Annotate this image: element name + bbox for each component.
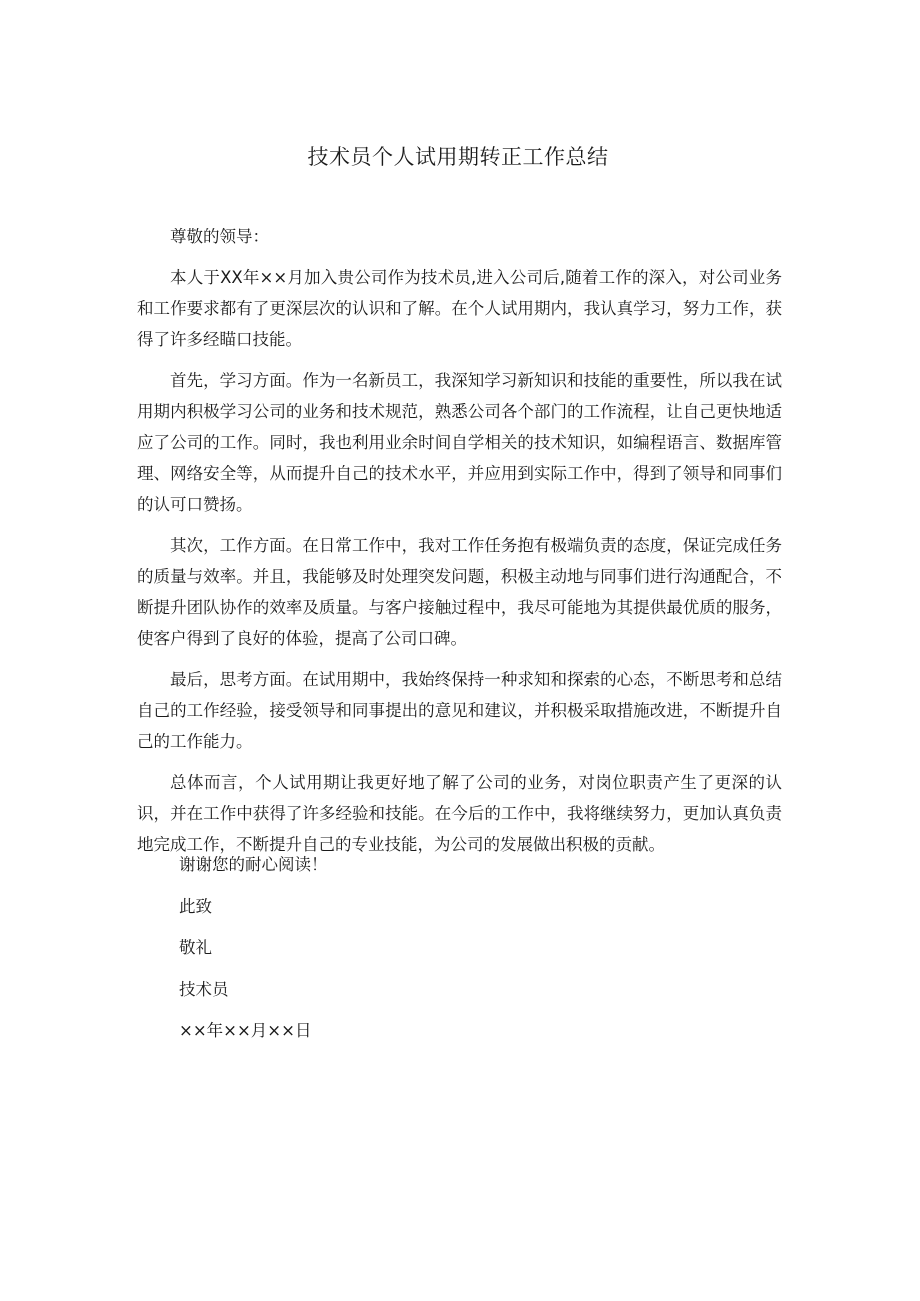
ci-zhi-line: 此致: [179, 896, 212, 916]
document-title: 技术员个人试用期转正工作总结: [307, 145, 609, 169]
paragraph-thinking: 最后，思考方面。在试用期中，我始终保持一种求知和探索的心态，不断思考和总结自己的工作经验，接受领导和同事提出的意见和建议，并积极采取措施改进，不断提升自己的工作能力。: [137, 670, 782, 751]
paragraph-learning: 首先，学习方面。作为一名新员工，我深知学习新知识和技能的重要性，所以我在试用期内积极学习公司的业务和技术规范，熟悉公司各个部门的工作流程，让自己更快地适应了公司的工作。同时，我也利用业余时间自学相关的技术知识，如编程语言、数据库管理、网络安全等，从而提升自己的技术水平，并应用到实际工作中，得到了领导和同事们的认可口赞扬。: [137, 371, 782, 514]
paragraph-summary: 总体而言，个人试用期让我更好地了解了公司的业务，对岗位职责产生了更深的认识，并在工作中获得了许多经验和技能。在今后的工作中，我将继续努力，更加认真负责地完成工作，不断提升自己的专业技能，为公司的发展做出积极的贡献。: [137, 773, 782, 854]
thanks-line: 谢谢您的耐心阅读！: [179, 855, 328, 874]
salutation: 尊敬的领导：: [170, 227, 269, 246]
date-line: ××年××月××日: [179, 1021, 312, 1040]
jing-li-line: 敬礼: [179, 938, 212, 957]
paragraph-work: 其次，工作方面。在日常工作中，我对工作任务抱有极端负责的态度，保证完成任务的质量与效率。并且，我能够及时处理突发问题，积极主动地与同事们进行沟通配合，不断提升团队协作的效率及质量。与客户接触过程中，我尽可能地为其提供最优质的服务，使客户得到了良好的体验，提高了公司口碑。: [137, 536, 782, 648]
document-body: [137, 221, 782, 860]
closing-block: [179, 852, 328, 1044]
paragraph-intro: 本人于XX年××月加入贵公司作为技术员,进入公司后,随着工作的深入，对公司业务和工作要求都有了更深层次的认识和了解。在个人试用期内，我认真学习，努力工作，获得了许多经瞄口技能。: [137, 268, 782, 349]
signature-line: 技术员: [179, 979, 229, 999]
